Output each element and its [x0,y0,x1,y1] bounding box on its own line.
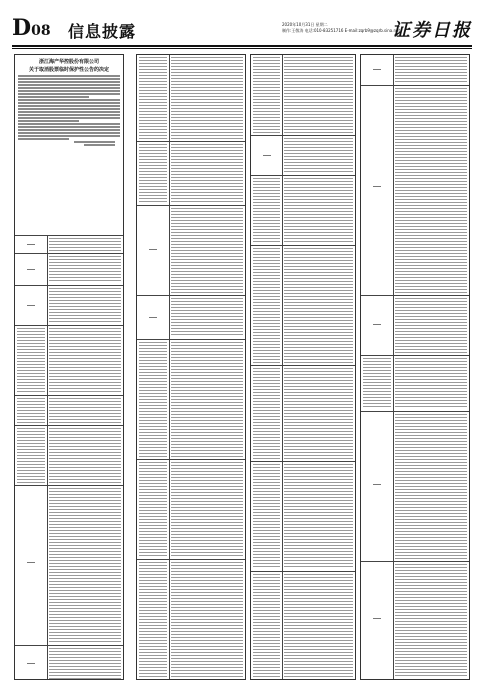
table-row [137,205,245,295]
date-line: 2020年10月31日 星期二 [282,22,328,27]
masthead [12,16,472,46]
table-row [15,253,123,285]
table-row [15,325,123,395]
disclosure-table-3 [251,55,355,680]
table-row [15,235,123,253]
table-row [361,295,469,355]
table-row [251,461,355,571]
disclosure-table-4 [361,55,469,679]
masthead-rule [12,45,472,47]
page-digits: 08 [31,23,51,39]
contact-line: 制作:王敬涛 电话:010-83251716 E-mail:zqrb9@zqrb.sina.net [282,28,401,33]
article-company: 浙江海产华控股份有限公司 [38,59,99,65]
column-1 [14,54,124,680]
table-row [15,285,123,325]
table-row [137,55,245,141]
newspaper-logo: 证券日报 [392,20,472,41]
table-row [137,459,245,559]
table-row [137,339,245,459]
table-row [251,55,355,135]
table-row [251,365,355,461]
table-row [251,245,355,365]
column-4 [360,54,470,680]
table-row [251,135,355,175]
table-row [251,175,355,245]
page-number [12,16,51,43]
table-row [361,561,469,679]
table-row [15,485,123,645]
table-row [137,559,245,680]
table-row [361,85,469,295]
section-title: 信息披露 [68,22,137,41]
table-row [15,395,123,425]
article-body [18,75,120,146]
table-row [361,55,469,85]
table-row [361,411,469,561]
masthead-meta [282,22,400,34]
table-row [15,425,123,485]
disclosure-table-1 [15,235,123,680]
column-2 [136,54,246,680]
disclosure-table-2 [137,55,245,680]
table-row [137,141,245,205]
column-3 [250,54,356,680]
table-row [137,295,245,339]
table-row [361,355,469,411]
table-row [251,571,355,680]
page-letter: D [12,15,32,41]
article-title: 关于取消股票临时保护性公告的决定 [28,67,109,73]
table-row [15,645,123,680]
masthead-rule-thin [12,48,472,49]
